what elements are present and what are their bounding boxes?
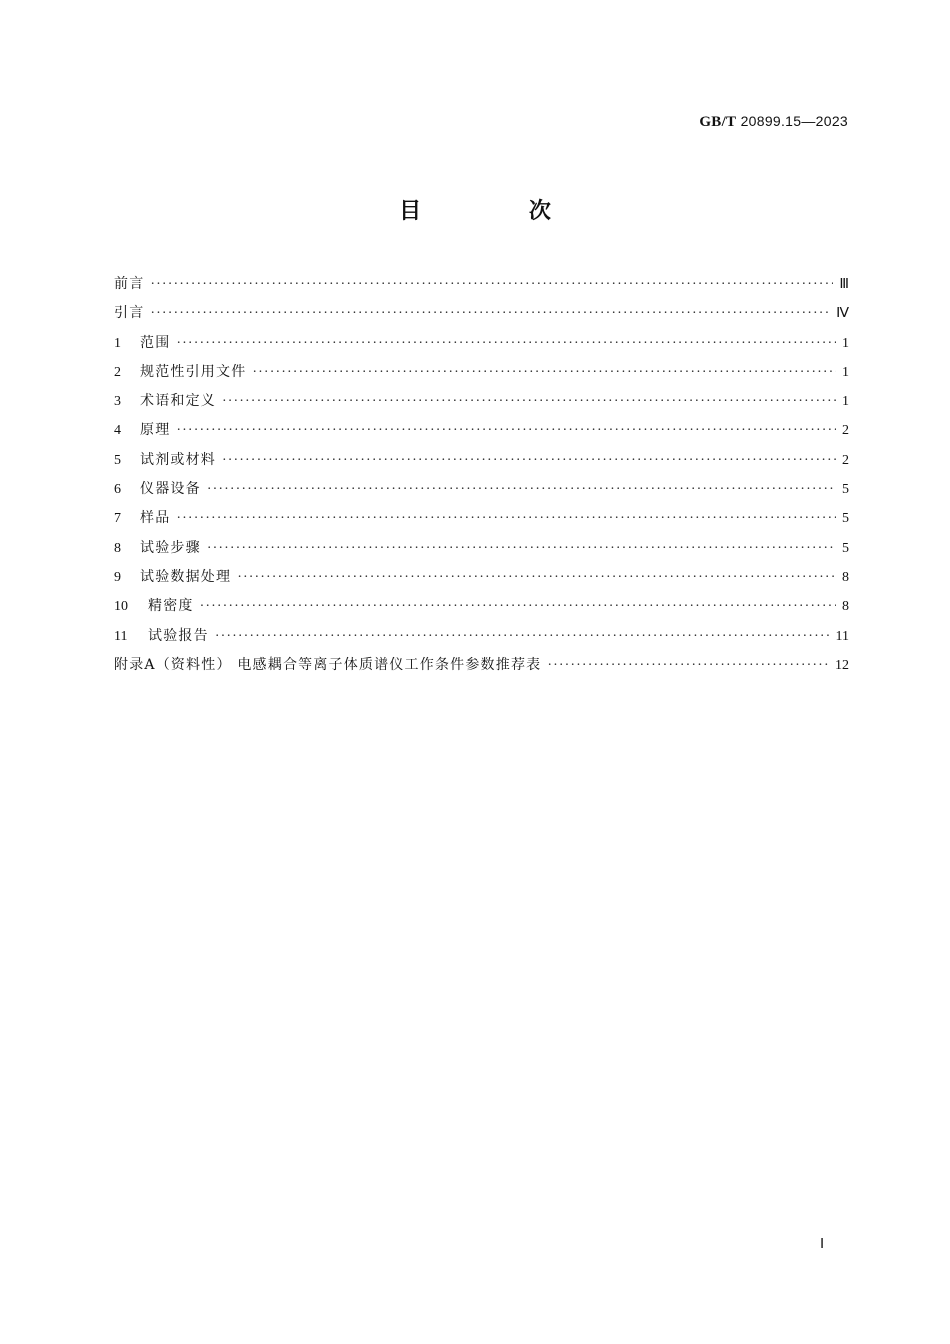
toc-entry-number: 10 — [114, 599, 128, 615]
table-of-contents — [114, 270, 849, 680]
toc-leader-dots — [547, 651, 829, 680]
toc-entry-label: 规范性引用文件 — [140, 363, 247, 380]
toc-leader-dots — [222, 387, 836, 416]
toc-entry-4[interactable] — [114, 416, 849, 445]
toc-leader-dots — [237, 563, 836, 592]
toc-entry-label: 前言 — [114, 276, 145, 292]
toc-leader-dots — [222, 446, 836, 475]
toc-entry-8[interactable] — [114, 534, 849, 563]
standard-prefix: GB/T — [699, 114, 737, 130]
toc-title: 目 次 — [399, 199, 601, 224]
toc-entry-label: 范围 — [140, 334, 171, 351]
toc-leader-dots — [176, 504, 836, 533]
toc-entry-number: 7 — [114, 511, 121, 527]
toc-leader-dots — [215, 622, 830, 651]
toc-entry-page: Ⅲ — [839, 277, 849, 292]
toc-entry-label: 试验数据处理 — [140, 568, 232, 585]
toc-entry-9[interactable] — [114, 563, 849, 592]
toc-entry-page: 5 — [842, 511, 849, 527]
toc-entry-page: 1 — [842, 364, 849, 380]
toc-entry-page: 1 — [842, 335, 849, 351]
toc-leader-dots — [150, 299, 830, 328]
toc-entry-label: 精密度 — [148, 598, 194, 615]
toc-entry-number: 3 — [114, 394, 121, 410]
toc-leader-dots — [252, 358, 836, 387]
toc-entry-page: 8 — [842, 569, 849, 585]
toc-entry-number: 11 — [114, 628, 128, 644]
toc-entry-page: 5 — [842, 540, 849, 556]
toc-leader-dots — [176, 416, 836, 445]
toc-leader-dots — [150, 270, 833, 299]
toc-entry-11[interactable] — [114, 622, 849, 651]
toc-entry-page: 2 — [842, 423, 849, 439]
toc-entry-label: 原理 — [140, 422, 171, 439]
toc-entry-page: 5 — [842, 482, 849, 498]
standard-number: 20899.15—2023 — [740, 113, 848, 129]
toc-entry-3[interactable] — [114, 387, 849, 416]
toc-entry-number: 2 — [114, 364, 121, 380]
toc-entry-number: 8 — [114, 540, 121, 556]
toc-entry-label: 仪器设备 — [140, 481, 201, 498]
toc-entry-label: 附录A（资料性） 电感耦合等离子体质谱仪工作条件参数推荐表 — [114, 656, 542, 673]
toc-entry-number: 1 — [114, 335, 121, 351]
toc-entry-label: 引言 — [114, 305, 145, 322]
toc-entry-6[interactable] — [114, 475, 849, 504]
toc-leader-dots — [207, 534, 836, 563]
toc-entry-page: 8 — [842, 599, 849, 615]
toc-entry-number: 9 — [114, 569, 121, 585]
toc-entry-5[interactable] — [114, 446, 849, 475]
toc-entry-label: 试验报告 — [148, 627, 209, 644]
toc-entry-label: 试验步骤 — [140, 539, 201, 556]
toc-entry-label: 术语和定义 — [140, 393, 216, 410]
toc-leader-dots — [207, 475, 836, 504]
toc-entry-1[interactable] — [114, 329, 849, 358]
toc-entry-2[interactable] — [114, 358, 849, 387]
toc-entry-label: 样品 — [140, 510, 171, 527]
toc-entry-page: 11 — [835, 628, 849, 644]
toc-entry-number: 5 — [114, 452, 121, 468]
toc-entry-page: Ⅳ — [836, 306, 849, 322]
toc-entry-label: 试剂或材料 — [140, 451, 216, 468]
toc-entry-introduction[interactable] — [114, 299, 849, 328]
toc-entry-annex-a[interactable] — [114, 651, 849, 680]
toc-entry-page: 2 — [842, 452, 849, 468]
page-number: Ⅰ — [820, 1237, 825, 1252]
toc-entry-page: 12 — [835, 657, 849, 673]
toc-entry-number: 4 — [114, 423, 121, 439]
toc-entry-10[interactable] — [114, 592, 849, 621]
toc-leader-dots — [200, 592, 836, 621]
standard-code — [699, 113, 848, 131]
toc-entry-number: 6 — [114, 482, 121, 498]
toc-leader-dots — [176, 329, 836, 358]
toc-entry-foreword[interactable] — [114, 270, 849, 299]
toc-entry-7[interactable] — [114, 504, 849, 533]
toc-entry-page: 1 — [842, 394, 849, 410]
